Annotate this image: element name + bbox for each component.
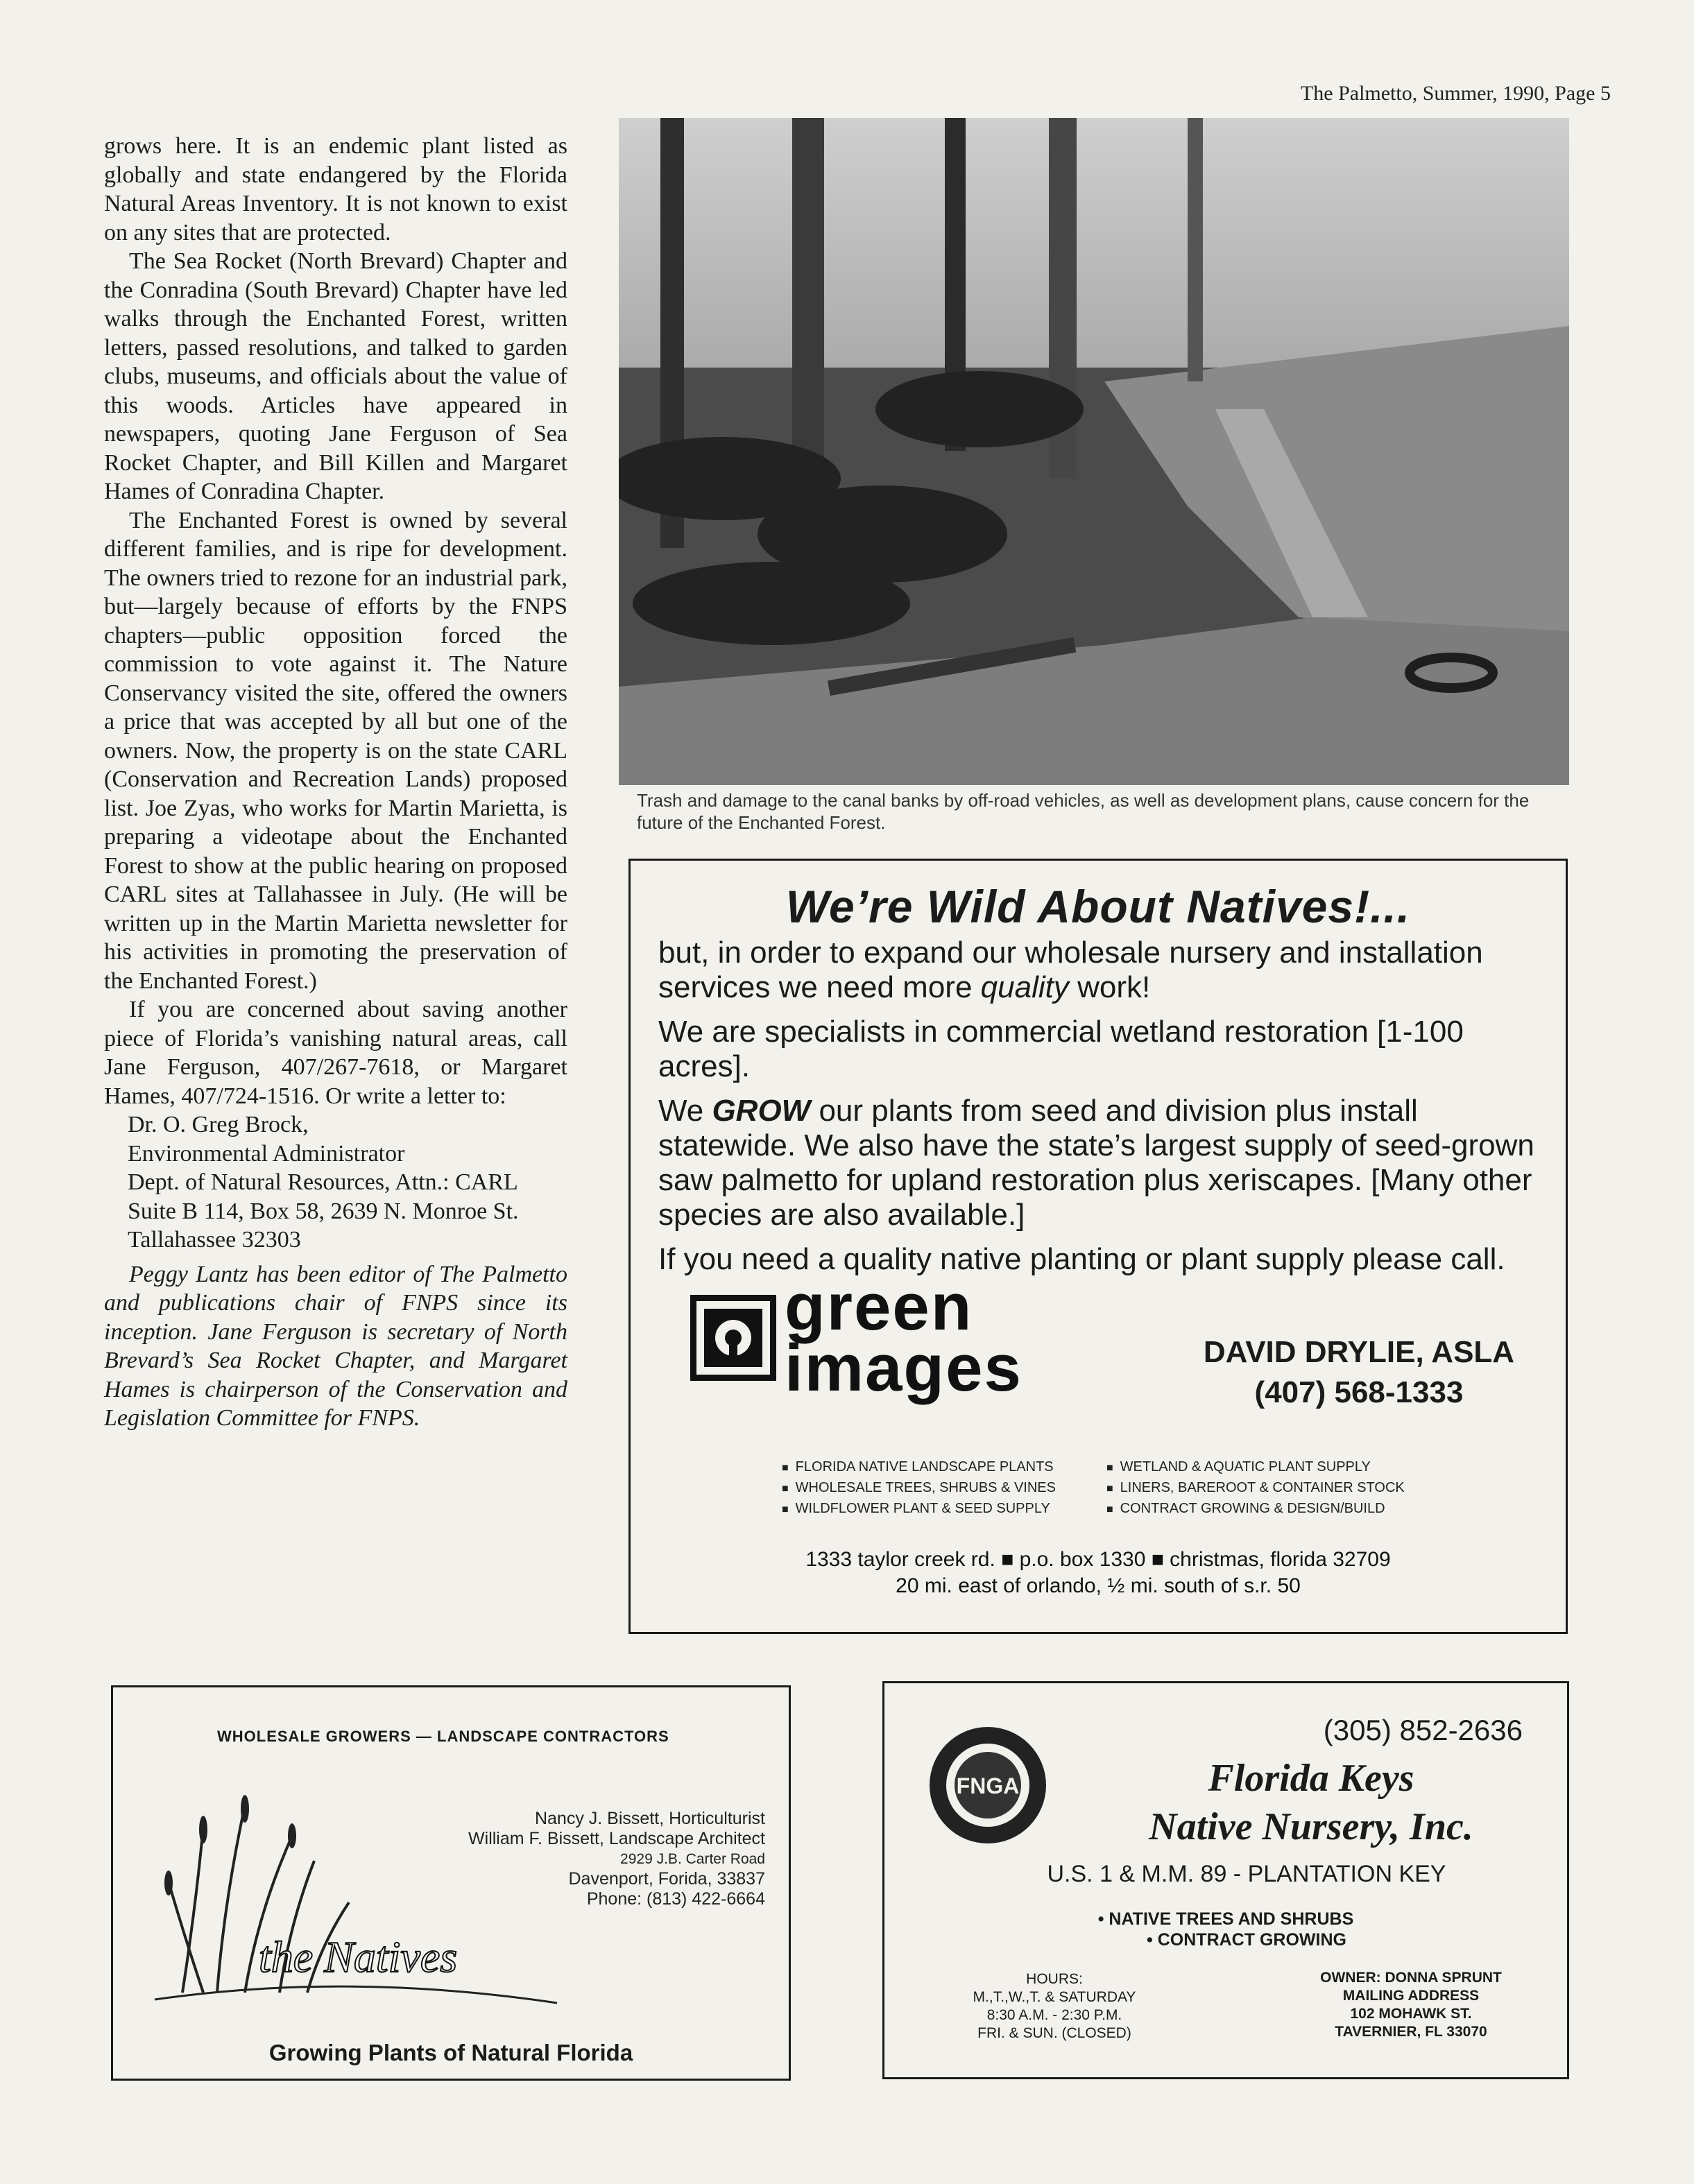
article-paragraph: grows here. It is an endemic plant listed as globally and state endangered by the Florida Natural Areas Inventory. It is not known to exist on any sites that are protected. (104, 133, 567, 246)
service-item: ■ WHOLESALE TREES, SHRUBS & VINES (782, 1478, 1056, 1499)
service-item: ■ CONTRACT GROWING & DESIGN/BUILD (1106, 1499, 1405, 1520)
article-paragraph: The Sea Rocket (North Brevard) Chapter and the Conradina (South Brevard) Chapter have led walks through the Enchanted Forest, written letters, passed resolutions, and talked to garden clubs, museums, and officials about the value of this woods. Articles have appeared in newspapers, quoting Jane Ferguson of Sea Rocket Chapter, and Bill Killen and Margaret Hames of Conradina Chapter. (104, 248, 567, 504)
address-line: Environmental Administrator (128, 1140, 405, 1167)
service-item: ■ FLORIDA NATIVE LANDSCAPE PLANTS (782, 1457, 1056, 1478)
ad-headline: We’re Wild About Natives!... (785, 881, 1411, 932)
article-paragraph: The Enchanted Forest is owned by several different families, and is ripe for development. The owners tried to rezone for an industrial park, but—largely because of efforts by the FNPS chapters—public opposition forced the commission to vote against it. The Nature Conservancy visited the site, offered the owners a price that was accepted by all but one of the owners. Now, the property is on the state CARL (Conservation and Recreation Lands) proposed list. Joe Zyas, who works for Martin Marietta, is preparing a videotape about the Enchanted Forest to show at the public hearing on proposed CARL sites at Tallahassee in July. (He will be written up in the Martin Marietta newsletter for his activities in promoting the preservation of the Enchanted Forest.) (104, 507, 567, 994)
natives-logo-text: the Natives (259, 1932, 458, 1981)
green-images-ad (628, 859, 1568, 1634)
forest-photo (619, 118, 1569, 785)
ad-heading: WHOLESALE GROWERS — LANDSCAPE CONTRACTORS (217, 1728, 669, 1745)
florida-keys-nursery-ad (882, 1681, 1569, 2079)
nursery-hours: HOURS: M.,T.,W.,T. & SATURDAY 8:30 A.M. - 2:30 P.M. FRI. & SUN. (CLOSED) (973, 1971, 1136, 2041)
article-paragraph: If you are concerned about saving another piece of Florida’s vanishing natural areas, call Jane Ferguson, 407/267-7618, or Margaret Hames, 407/724-1516. Or write a letter to: (104, 997, 567, 1109)
author-bio: Peggy Lantz has been editor of The Palmetto and publications chair of FNPS since its inception. Jane Ferguson is secretary of North Brevard’s Sea Rocket Chapter, and Margaret Hames is chairperson of the Conservation and Legislation Committee for FNPS. (104, 1261, 567, 1431)
services-list (1106, 1457, 1405, 1520)
ad-line: but, in order to expand our wholesale nursery and installation services we need more quality work! (658, 936, 1483, 1004)
ad-contacts: Nancy J. Bissett, Horticulturist William F. Bissett, Landscape Architect 2929 J.B. Carter Road Davenport, Forida, 33837 Phone: (813) 422-6664 (468, 1809, 765, 1909)
ad-line: We GROW our plants from seed and division plus install statewide. We also have the state’s largest supply of seed-grown saw palmetto for upland restoration plus xeriscapes. [Many other species are also available.] (658, 1094, 1534, 1232)
ad-address: 1333 taylor creek rd. ■ p.o. box 1330 ■ christmas, florida 32709 (805, 1548, 1391, 1571)
services-list (782, 1457, 1056, 1520)
address-line: Tallahassee 32303 (128, 1227, 301, 1253)
green-images-logo-icon (690, 1295, 776, 1381)
nursery-owner: OWNER: DONNA SPRUNT MAILING ADDRESS 102 MOHAWK ST. TAVERNIER, FL 33070 (1320, 1970, 1502, 2040)
contact-phone: (407) 568-1333 (1254, 1375, 1464, 1409)
svg-text:FNGA: FNGA (956, 1773, 1020, 1798)
article-column (104, 132, 567, 1433)
ad-body (658, 936, 1553, 1287)
contact-name: DAVID DRYLIE, ASLA (1203, 1335, 1515, 1369)
nursery-phone: (305) 852-2636 (1323, 1714, 1523, 1746)
running-head: The Palmetto, Summer, 1990, Page 5 (1300, 82, 1611, 105)
the-natives-ad (111, 1685, 791, 2081)
service-item: ■ WETLAND & AQUATIC PLANT SUPPLY (1106, 1457, 1405, 1478)
nursery-offer: • NATIVE TREES AND SHRUBS (1097, 1909, 1354, 1929)
ad-directions: 20 mi. east of orlando, ½ mi. south of s.r. 50 (896, 1574, 1301, 1597)
address-line: Dept. of Natural Resources, Attn.: CARL (128, 1169, 518, 1195)
nursery-offer: • CONTRACT GROWING (1147, 1930, 1346, 1950)
ad-line: We are specialists in commercial wetland restoration [1-100 acres]. (658, 1015, 1464, 1083)
service-item: ■ LINERS, BAREROOT & CONTAINER STOCK (1106, 1478, 1405, 1499)
photo-caption: Trash and damage to the canal banks by off-road vehicles, as well as development plans, cause concern for the future of the Enchanted Forest. (637, 790, 1530, 833)
address-line: Dr. O. Greg Brock, (128, 1112, 309, 1137)
association-seal-icon (926, 1723, 1050, 1847)
green-images-wordmark: green images (785, 1270, 1023, 1405)
nursery-name: Florida Keys Native Nursery, Inc. (1149, 1757, 1473, 1848)
ad-tagline: Growing Plants of Natural Florida (268, 2040, 633, 2065)
address-line: Suite B 114, Box 58, 2639 N. Monroe St. (128, 1198, 519, 1224)
ad-contact (1179, 1332, 1539, 1413)
nursery-location: U.S. 1 & M.M. 89 - PLANTATION KEY (1047, 1861, 1446, 1887)
ad-line: If you need a quality native planting or plant supply please call. (658, 1242, 1505, 1276)
service-item: ■ WILDFLOWER PLANT & SEED SUPPLY (782, 1499, 1056, 1520)
